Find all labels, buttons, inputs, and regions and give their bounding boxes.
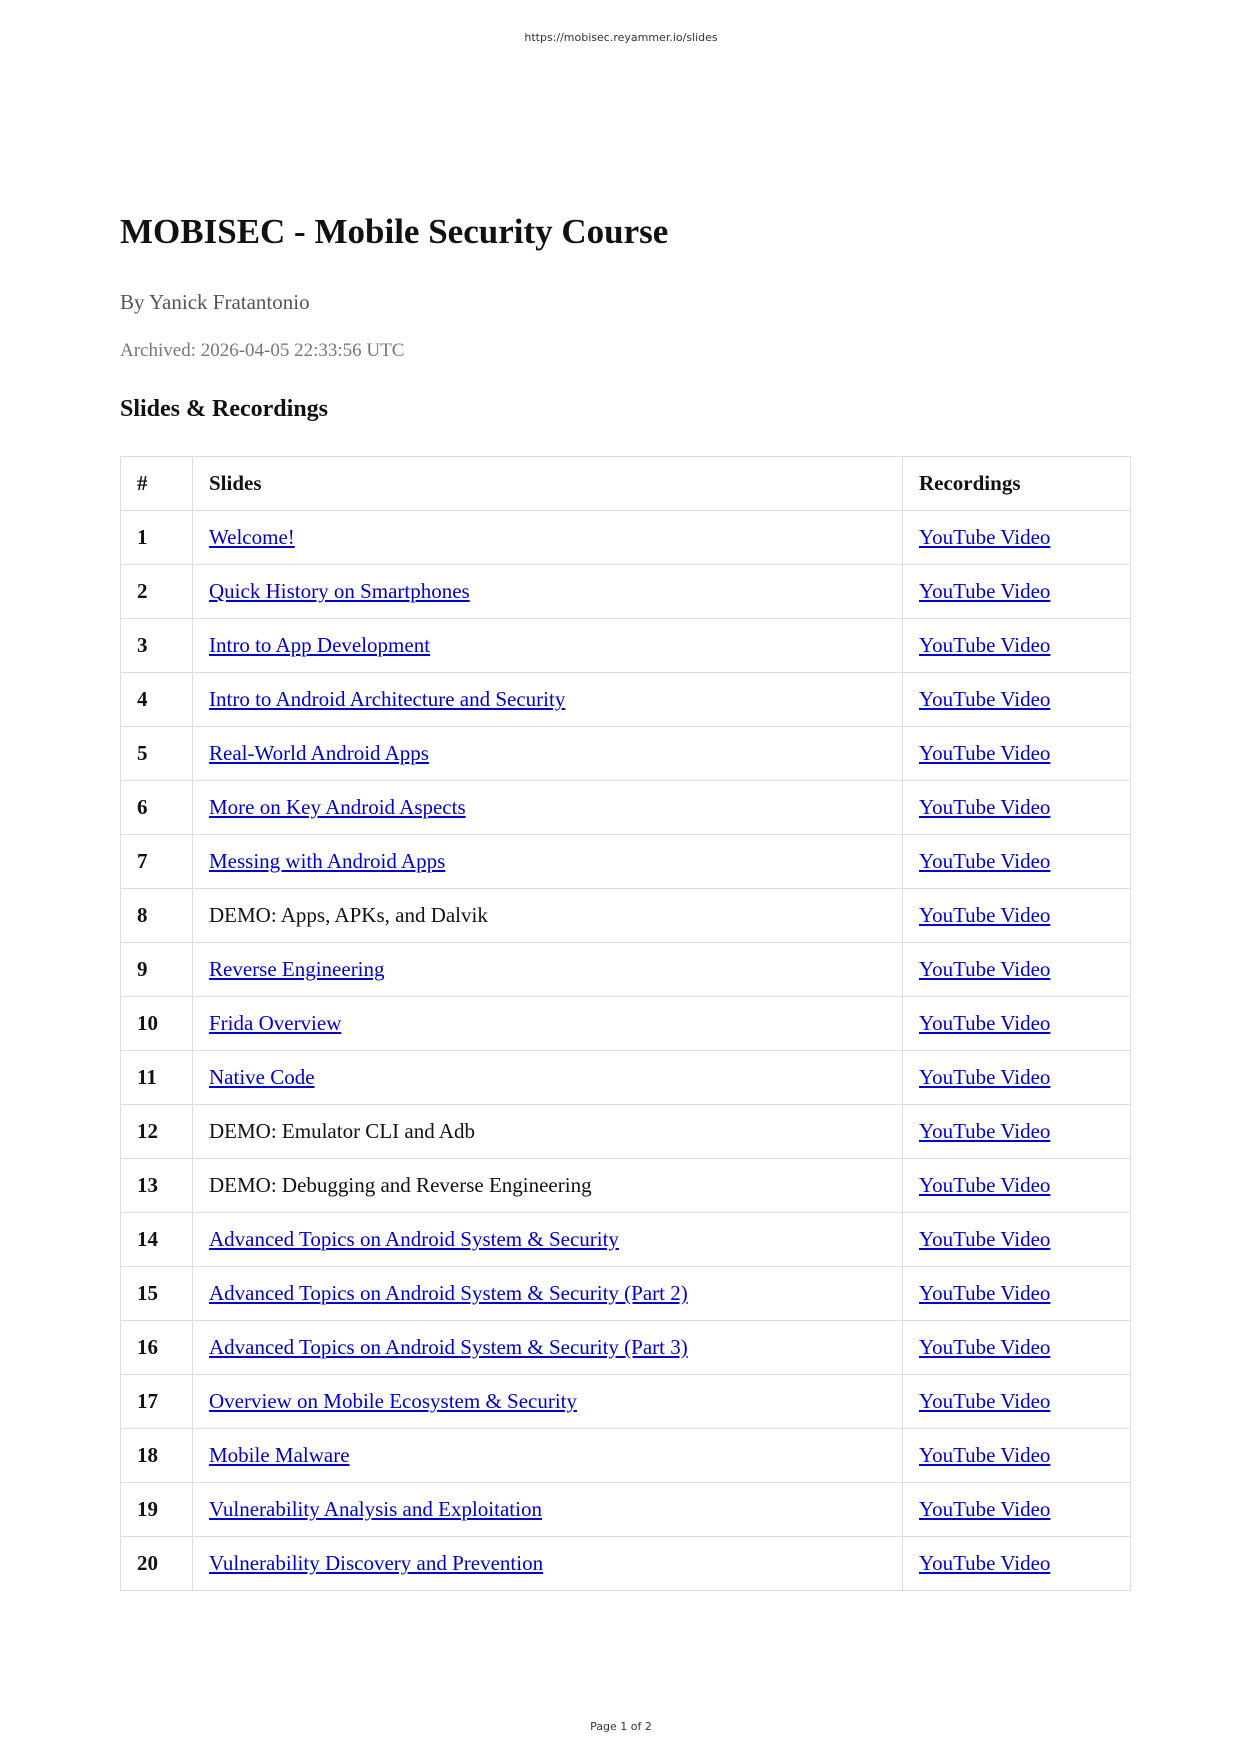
table-row (121, 997, 1131, 1051)
column-header-recordings: Recordings (903, 457, 1131, 511)
row-number: 19 (121, 1483, 193, 1537)
row-number: 13 (121, 1159, 193, 1213)
table-row (121, 619, 1131, 673)
slide-cell (193, 673, 903, 727)
recording-cell (903, 943, 1131, 997)
column-header-slides: Slides (193, 457, 903, 511)
row-number: 6 (121, 781, 193, 835)
table-row (121, 1105, 1131, 1159)
column-header-number: # (121, 457, 193, 511)
row-number: 17 (121, 1375, 193, 1429)
row-number: 12 (121, 1105, 193, 1159)
youtube-video-link[interactable]: YouTube Video (919, 1443, 1051, 1467)
slide-link[interactable]: Advanced Topics on Android System & Security (Part 2) (209, 1281, 688, 1305)
slide-link[interactable]: More on Key Android Aspects (209, 795, 466, 819)
slide-link[interactable]: Quick History on Smartphones (209, 579, 470, 603)
recording-cell (903, 511, 1131, 565)
recording-cell (903, 1483, 1131, 1537)
slide-cell (193, 1429, 903, 1483)
row-number: 16 (121, 1321, 193, 1375)
slide-link[interactable]: Vulnerability Analysis and Exploitation (209, 1497, 542, 1521)
slide-cell (193, 619, 903, 673)
recording-cell (903, 781, 1131, 835)
slide-link[interactable]: Overview on Mobile Ecosystem & Security (209, 1389, 578, 1413)
slide-link[interactable]: Vulnerability Discovery and Prevention (209, 1551, 544, 1575)
slide-title-text: DEMO: Debugging and Reverse Engineering (209, 1173, 592, 1197)
table-row (121, 781, 1131, 835)
slide-link[interactable]: Welcome! (209, 525, 295, 549)
table-row (121, 1429, 1131, 1483)
table-body (121, 511, 1131, 1591)
youtube-video-link[interactable]: YouTube Video (919, 903, 1051, 927)
table-row (121, 1321, 1131, 1375)
recording-cell (903, 889, 1131, 943)
row-number: 3 (121, 619, 193, 673)
archived-timestamp: Archived: 2026-04-05 22:33:56 UTC (120, 340, 405, 361)
slide-link[interactable]: Advanced Topics on Android System & Security (209, 1227, 619, 1251)
table-row (121, 889, 1131, 943)
slide-cell (193, 835, 903, 889)
row-number: 1 (121, 511, 193, 565)
row-number: 5 (121, 727, 193, 781)
recording-cell (903, 1267, 1131, 1321)
table-row (121, 1051, 1131, 1105)
slide-link[interactable]: Real-World Android Apps (209, 741, 429, 765)
page-footer: Page 1 of 2 (590, 1720, 652, 1733)
youtube-video-link[interactable]: YouTube Video (919, 1389, 1051, 1413)
table-row (121, 943, 1131, 997)
slide-title-text: DEMO: Emulator CLI and Adb (209, 1119, 475, 1143)
table-row (121, 565, 1131, 619)
table-row (121, 835, 1131, 889)
table-row (121, 673, 1131, 727)
youtube-video-link[interactable]: YouTube Video (919, 633, 1051, 657)
youtube-video-link[interactable]: YouTube Video (919, 1335, 1051, 1359)
youtube-video-link[interactable]: YouTube Video (919, 741, 1051, 765)
youtube-video-link[interactable]: YouTube Video (919, 687, 1051, 711)
recording-cell (903, 1213, 1131, 1267)
row-number: 2 (121, 565, 193, 619)
slide-cell (193, 1105, 903, 1159)
row-number: 7 (121, 835, 193, 889)
slide-cell (193, 1321, 903, 1375)
recording-cell (903, 1429, 1131, 1483)
slide-cell (193, 1051, 903, 1105)
slide-cell (193, 997, 903, 1051)
slide-link[interactable]: Reverse Engineering (209, 957, 385, 981)
table-row (121, 1267, 1131, 1321)
table-row (121, 1537, 1131, 1591)
slide-cell (193, 889, 903, 943)
section-title: Slides & Recordings (120, 396, 329, 422)
youtube-video-link[interactable]: YouTube Video (919, 1497, 1051, 1521)
slide-cell (193, 727, 903, 781)
row-number: 8 (121, 889, 193, 943)
recording-cell (903, 1375, 1131, 1429)
recording-cell (903, 565, 1131, 619)
row-number: 9 (121, 943, 193, 997)
row-number: 18 (121, 1429, 193, 1483)
recording-cell (903, 1105, 1131, 1159)
table-row (121, 1213, 1131, 1267)
recording-cell (903, 1537, 1131, 1591)
slide-cell (193, 1537, 903, 1591)
youtube-video-link[interactable]: YouTube Video (919, 1551, 1051, 1575)
youtube-video-link[interactable]: YouTube Video (919, 1173, 1051, 1197)
youtube-video-link[interactable]: YouTube Video (919, 1281, 1051, 1305)
slide-cell (193, 511, 903, 565)
slide-cell (193, 1267, 903, 1321)
table-row (121, 1375, 1131, 1429)
slides-table (120, 456, 1131, 1591)
youtube-video-link[interactable]: YouTube Video (919, 849, 1051, 873)
row-number: 14 (121, 1213, 193, 1267)
slide-link[interactable]: Intro to App Development (209, 633, 431, 657)
recording-cell (903, 835, 1131, 889)
slide-title-text: DEMO: Apps, APKs, and Dalvik (209, 903, 488, 927)
table-row (121, 1159, 1131, 1213)
youtube-video-link[interactable]: YouTube Video (919, 1119, 1051, 1143)
row-number: 20 (121, 1537, 193, 1591)
slide-cell (193, 565, 903, 619)
recording-cell (903, 1321, 1131, 1375)
slide-cell (193, 1375, 903, 1429)
slide-link[interactable]: Messing with Android Apps (209, 849, 446, 873)
author-line: By Yanick Fratantonio (120, 290, 310, 314)
slide-cell (193, 1483, 903, 1537)
recording-cell (903, 997, 1131, 1051)
slide-link[interactable]: Intro to Android Architecture and Security (209, 687, 566, 711)
recording-cell (903, 727, 1131, 781)
slide-cell (193, 943, 903, 997)
slide-link[interactable]: Advanced Topics on Android System & Security (Part 3) (209, 1335, 688, 1359)
youtube-video-link[interactable]: YouTube Video (919, 1227, 1051, 1251)
slide-link[interactable]: Frida Overview (209, 1011, 342, 1035)
recording-cell (903, 619, 1131, 673)
row-number: 15 (121, 1267, 193, 1321)
table-row (121, 727, 1131, 781)
youtube-video-link[interactable]: YouTube Video (919, 1011, 1051, 1035)
page-header-url: https://mobisec.reyammer.io/slides (524, 31, 718, 44)
row-number: 11 (121, 1051, 193, 1105)
recording-cell (903, 673, 1131, 727)
youtube-video-link[interactable]: YouTube Video (919, 579, 1051, 603)
slide-cell (193, 781, 903, 835)
recording-cell (903, 1051, 1131, 1105)
youtube-video-link[interactable]: YouTube Video (919, 525, 1051, 549)
row-number: 10 (121, 997, 193, 1051)
recording-cell (903, 1159, 1131, 1213)
row-number: 4 (121, 673, 193, 727)
slide-link[interactable]: Mobile Malware (209, 1443, 350, 1467)
slide-link[interactable]: Native Code (209, 1065, 315, 1089)
youtube-video-link[interactable]: YouTube Video (919, 957, 1051, 981)
table-row (121, 1483, 1131, 1537)
slide-cell (193, 1159, 903, 1213)
page-title: MOBISEC - Mobile Security Course (120, 212, 669, 251)
youtube-video-link[interactable]: YouTube Video (919, 795, 1051, 819)
table-header-row (121, 457, 1131, 511)
slide-cell (193, 1213, 903, 1267)
youtube-video-link[interactable]: YouTube Video (919, 1065, 1051, 1089)
table-row (121, 511, 1131, 565)
